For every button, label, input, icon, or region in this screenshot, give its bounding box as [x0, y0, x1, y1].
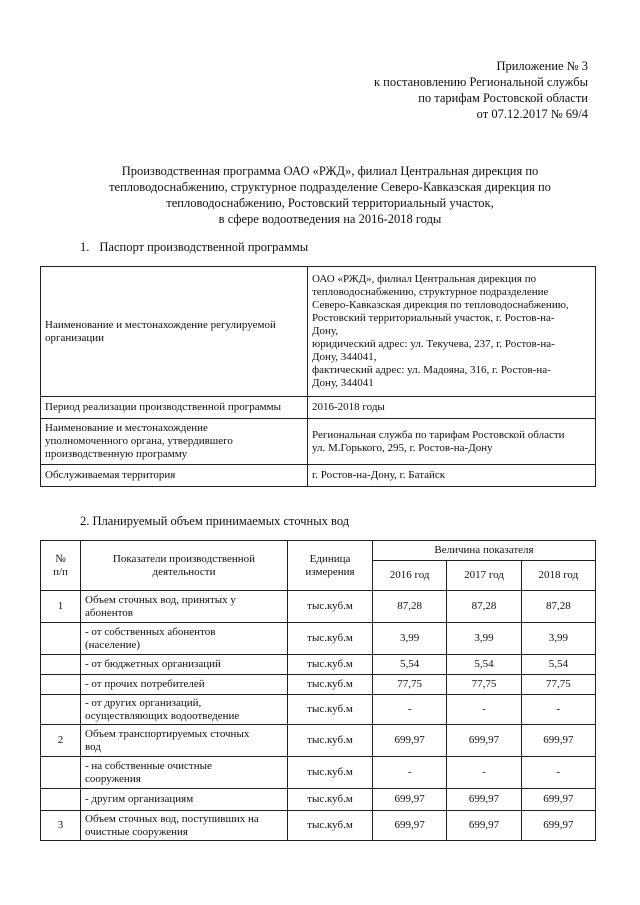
header-line: п/п — [53, 565, 68, 578]
value-line: тепловодоснабжению, структурное подразделение — [312, 286, 549, 298]
indicator-line: осуществляющих водоотведение — [85, 709, 240, 722]
row-indicator — [81, 725, 288, 757]
header-number — [41, 541, 81, 591]
document-title — [60, 163, 600, 227]
indicator-line: - от бюджетных организаций — [85, 658, 221, 670]
annex-line: Приложение № 3 — [496, 59, 588, 73]
row-value: 77,75 — [521, 675, 595, 695]
row-value: 3,99 — [521, 623, 595, 655]
row-unit: тыс.куб.м — [288, 655, 373, 675]
row-value: - — [373, 695, 447, 725]
row-value: - — [373, 757, 447, 789]
section1-title: Паспорт производственной программы — [99, 240, 309, 254]
value-line: ОАО «РЖД», филиал Центральная дирекция по — [312, 273, 537, 285]
row-value: 699,97 — [373, 789, 447, 811]
row-number — [41, 789, 81, 811]
indicator-line: Объем сточных вод, принятых у — [85, 593, 236, 606]
row-value: 87,28 — [447, 591, 521, 623]
section1-number: 1. — [80, 240, 90, 254]
annex-line: по тарифам Ростовской области — [418, 91, 588, 105]
indicator-line: - от прочих потребителей — [85, 678, 205, 690]
row-value: - — [521, 757, 595, 789]
header-line: Единица — [309, 552, 351, 565]
row-unit: тыс.куб.м — [288, 757, 373, 789]
row-indicator — [81, 811, 288, 841]
row-number — [41, 675, 81, 695]
indicator-line: - на собственные очистные — [85, 759, 212, 772]
row-value: 87,28 — [521, 591, 595, 623]
value-line: фактический адрес: ул. Мадояна, 316, г. Ростов-на- — [312, 364, 551, 376]
indicator-line: (население) — [85, 638, 141, 651]
header-line: Показатели производственной — [112, 552, 256, 565]
row-value: 699,97 — [447, 725, 521, 757]
passport-value — [308, 267, 596, 397]
row-number: 3 — [41, 811, 81, 841]
table-row — [41, 655, 596, 675]
row-value: 77,75 — [373, 675, 447, 695]
row-unit: тыс.куб.м — [288, 811, 373, 841]
row-value: 3,99 — [373, 623, 447, 655]
row-indicator — [81, 789, 288, 811]
row-unit: тыс.куб.м — [288, 675, 373, 695]
row-value: 699,97 — [447, 811, 521, 841]
indicator-line: Объем транспортируемых сточных — [85, 727, 250, 740]
table-row — [41, 811, 596, 841]
row-value: 5,54 — [521, 655, 595, 675]
title-line: Производственная программа ОАО «РЖД», филиал Центральная дирекция по — [121, 164, 539, 178]
indicator-line: - от других организаций, — [85, 696, 202, 709]
passport-label: Обслуживаемая территория — [41, 465, 308, 487]
passport-value: г. Ростов-на-Дону, г. Батайск — [308, 465, 596, 487]
row-number — [41, 655, 81, 675]
annex-line: от 07.12.2017 № 69/4 — [476, 107, 588, 121]
value-line: Дону, — [312, 325, 339, 337]
header-year: 2017 год — [447, 561, 521, 591]
value-line: Ростовский территориальный участок, г. Ростов-на- — [312, 312, 555, 324]
row-unit: тыс.куб.м — [288, 695, 373, 725]
passport-label: Наименование и местонахождение регулируемой организации — [41, 267, 308, 397]
row-indicator — [81, 695, 288, 725]
table-row — [41, 591, 596, 623]
header-unit — [288, 541, 373, 591]
indicator-line: очистные сооружения — [85, 825, 188, 838]
header-indicator — [81, 541, 288, 591]
title-line: в сфере водоотведения на 2016-2018 годы — [218, 212, 442, 226]
value-line: Региональная служба по тарифам Ростовской области — [312, 428, 565, 441]
row-value: - — [447, 757, 521, 789]
indicator-line: сооружения — [85, 772, 141, 785]
section2-heading: 2. Планируемый объем принимаемых сточных вод — [80, 514, 350, 528]
table-row — [41, 267, 596, 397]
section1-heading — [80, 240, 308, 255]
table-row — [41, 465, 596, 487]
row-value: 5,54 — [447, 655, 521, 675]
row-value: 3,99 — [447, 623, 521, 655]
row-indicator — [81, 675, 288, 695]
indicator-line: абонентов — [85, 606, 133, 619]
row-unit: тыс.куб.м — [288, 725, 373, 757]
value-line: Дону, 344041, — [312, 351, 377, 363]
annex-line: к постановлению Региональной службы — [373, 75, 588, 89]
header-line: деятельности — [152, 565, 216, 578]
row-number: 1 — [41, 591, 81, 623]
table-header-row — [41, 541, 596, 561]
header-line: № — [55, 552, 66, 565]
table-row — [41, 725, 596, 757]
label-line: производственную программу — [45, 448, 188, 460]
row-number: 2 — [41, 725, 81, 757]
row-indicator — [81, 655, 288, 675]
value-line: юридический адрес: ул. Текучева, 237, г. Ростов-на- — [312, 338, 555, 350]
passport-table — [40, 266, 596, 487]
row-unit: тыс.куб.м — [288, 789, 373, 811]
value-line: Дону, 344041 — [312, 377, 374, 389]
row-number — [41, 695, 81, 725]
row-value: 699,97 — [373, 811, 447, 841]
passport-value: 2016-2018 годы — [308, 397, 596, 419]
table-row — [41, 789, 596, 811]
indicator-line: - от собственных абонентов — [85, 625, 216, 638]
value-line: Северо-Кавказская дирекция по тепловодоснабжению, — [312, 299, 569, 311]
header-line: измерения — [305, 565, 355, 578]
annex-block — [374, 58, 588, 122]
row-indicator — [81, 591, 288, 623]
label-line: Наименование и местонахождение — [45, 422, 208, 434]
row-value: 699,97 — [521, 789, 595, 811]
row-value: 699,97 — [447, 789, 521, 811]
table-row — [41, 695, 596, 725]
row-value: 87,28 — [373, 591, 447, 623]
passport-label: Период реализации производственной программы — [41, 397, 308, 419]
row-value: 77,75 — [447, 675, 521, 695]
row-value: - — [521, 695, 595, 725]
table-row — [41, 675, 596, 695]
indicator-line: - другим организациям — [85, 793, 194, 805]
row-indicator — [81, 623, 288, 655]
volumes-table — [40, 540, 596, 841]
indicator-line: вод — [85, 740, 101, 753]
table-row — [41, 419, 596, 465]
passport-value — [308, 419, 596, 465]
row-value: 699,97 — [373, 725, 447, 757]
row-value: 699,97 — [521, 725, 595, 757]
table-row — [41, 623, 596, 655]
label-line: уполномоченного органа, утвердившего — [45, 435, 233, 447]
row-number — [41, 623, 81, 655]
value-line: ул. М.Горького, 295, г. Ростов-на-Дону — [312, 441, 493, 454]
volumes-body — [41, 591, 596, 841]
header-value: Величина показателя — [373, 541, 596, 561]
indicator-line: Объем сточных вод, поступивших на — [85, 812, 259, 825]
row-value: 5,54 — [373, 655, 447, 675]
row-unit: тыс.куб.м — [288, 591, 373, 623]
row-value: 699,97 — [521, 811, 595, 841]
title-line: тепловодоснабжению, Ростовский территориальный участок, — [166, 196, 494, 210]
table-row — [41, 757, 596, 789]
header-year: 2016 год — [373, 561, 447, 591]
row-indicator — [81, 757, 288, 789]
row-unit: тыс.куб.м — [288, 623, 373, 655]
title-line: тепловодоснабжению, структурное подразделение Северо-Кавказская дирекция по — [109, 180, 551, 194]
row-number — [41, 757, 81, 789]
passport-label — [41, 419, 308, 465]
header-year: 2018 год — [521, 561, 595, 591]
table-row — [41, 397, 596, 419]
row-value: - — [447, 695, 521, 725]
